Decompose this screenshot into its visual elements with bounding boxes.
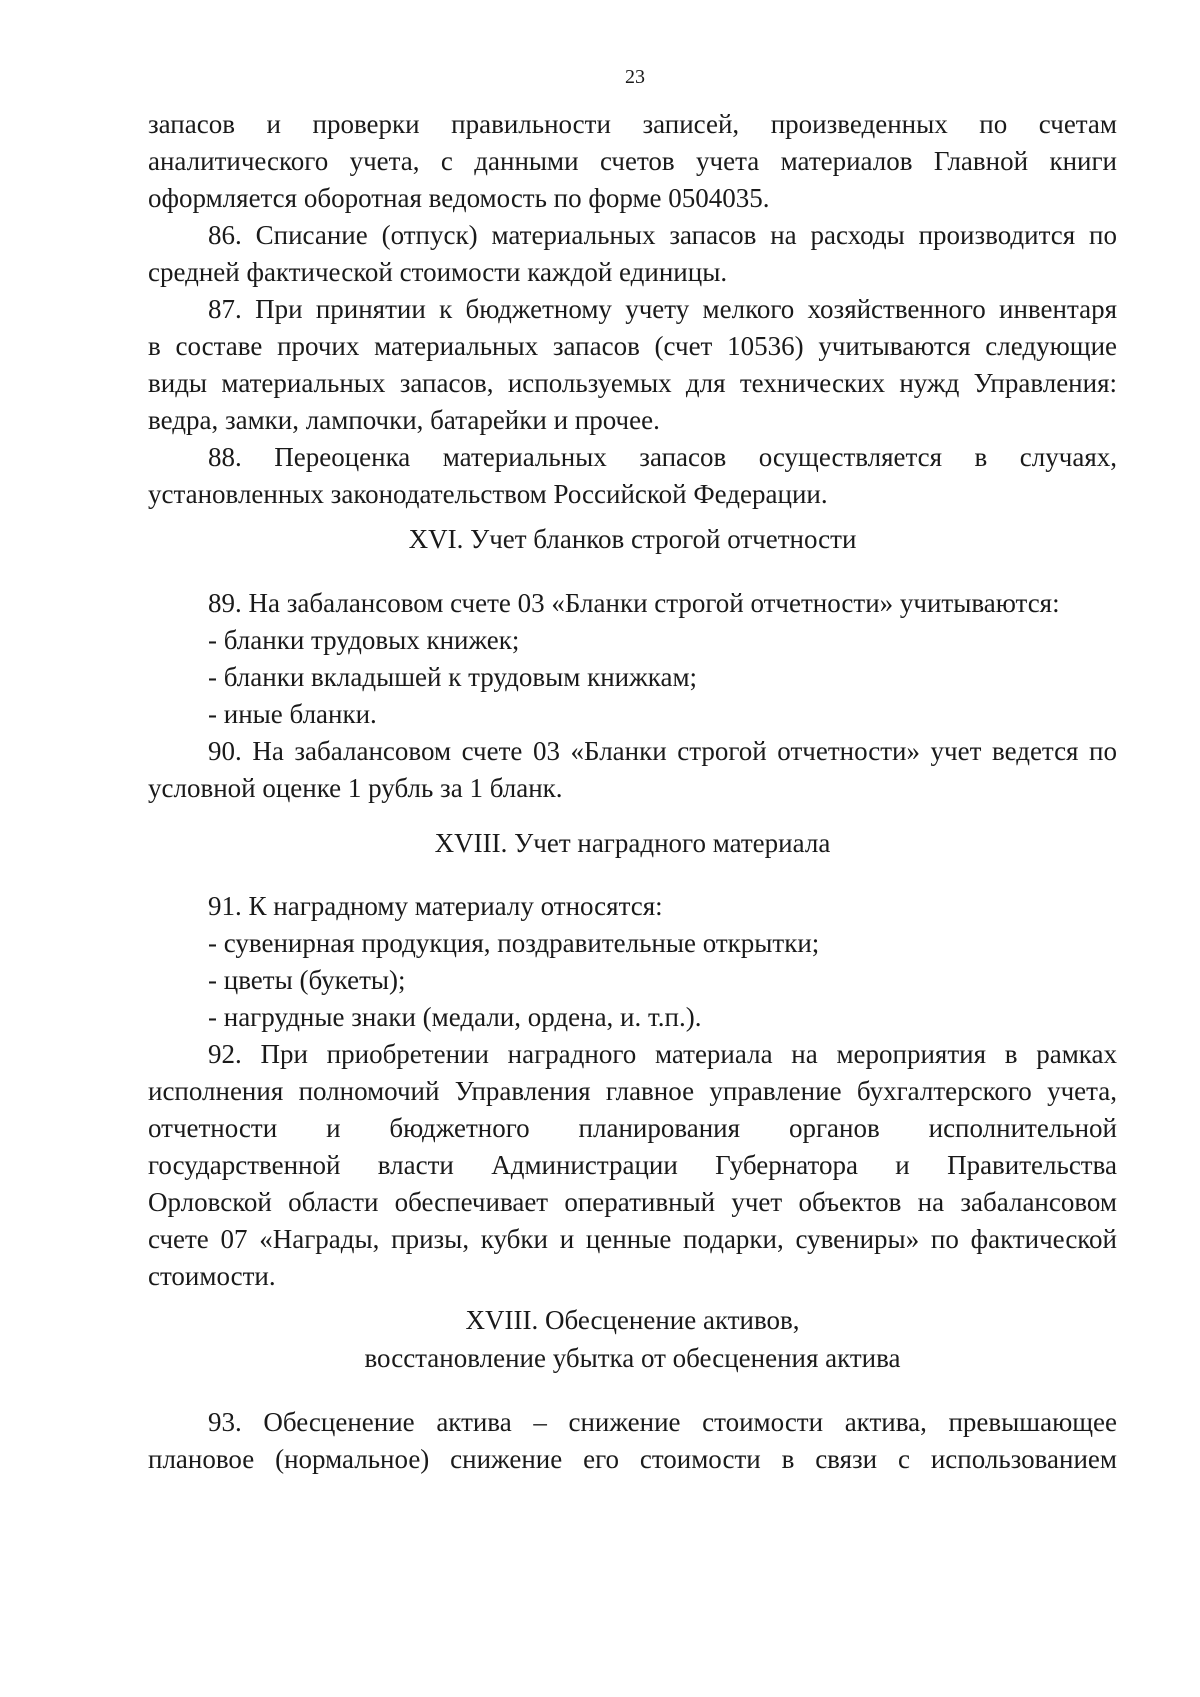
section-heading-xvi: XVI. Учет бланков строгой отчетности (408, 524, 857, 554)
list-item: - нагрудные знаки (медали, ордена, и. т.п.). (208, 1002, 702, 1032)
text-line: условной оценке 1 рубль за 1 бланк. (148, 773, 563, 803)
paragraph-block-materials (148, 106, 1117, 513)
section-heading-xviii-line2: восстановление убытка от обесценения актива (364, 1343, 901, 1373)
text-line: 92. При приобретении наградного материала на мероприятия в рамках (208, 1039, 1117, 1069)
list-item: - бланки трудовых книжек; (208, 625, 520, 655)
text-line: плановое (нормальное) снижение его стоимости в связи с использованием (148, 1444, 1117, 1474)
text-line: исполнения полномочий Управления главное управление бухгалтерского учета, (148, 1076, 1117, 1106)
text-line: 88. Переоценка материальных запасов осуществляется в случаях, (208, 442, 1117, 472)
text-line: 91. К наградному материалу относятся: (208, 891, 663, 921)
text-line: оформляется оборотная ведомость по форме 0504035. (148, 183, 770, 213)
paragraph-block-strict-forms (148, 585, 1117, 807)
text-line: установленных законодательством Российской Федерации. (148, 479, 828, 509)
text-line: в составе прочих материальных запасов (счет 10536) учитываются следующие (148, 331, 1117, 361)
list-item: - цветы (букеты); (208, 965, 406, 995)
text-line: счете 07 «Награды, призы, кубки и ценные подарки, сувениры» по фактической (148, 1224, 1117, 1254)
text-line: аналитического учета, с данными счетов учета материалов Главной книги (148, 146, 1117, 176)
text-line: ведра, замки, лампочки, батарейки и прочее. (148, 405, 660, 435)
text-line: стоимости. (148, 1261, 276, 1291)
section-heading-xviii-line1: XVIII. Обесценение активов, (465, 1305, 800, 1335)
text-line: виды материальных запасов, используемых для технических нужд Управления: (148, 368, 1117, 398)
list-item: - иные бланки. (208, 699, 377, 729)
page-number: 23 (625, 66, 645, 88)
text-line: запасов и проверки правильности записей, произведенных по счетам (148, 109, 1117, 139)
section-heading-xvii: XVIII. Учет наградного материала (434, 828, 831, 858)
text-line: Орловской области обеспечивает оперативный учет объектов на забалансовом (148, 1187, 1117, 1217)
paragraph-block-award-materials (148, 888, 1117, 1295)
text-line: 86. Списание (отпуск) материальных запасов на расходы производится по (208, 220, 1117, 250)
text-line: 93. Обесценение актива – снижение стоимости актива, превышающее (208, 1407, 1117, 1437)
list-item: - сувенирная продукция, поздравительные открытки; (208, 928, 820, 958)
list-item: - бланки вкладышей к трудовым книжкам; (208, 662, 698, 692)
text-line: 89. На забалансовом счете 03 «Бланки строгой отчетности» учитываются: (208, 588, 1060, 618)
text-line: отчетности и бюджетного планирования органов исполнительной (148, 1113, 1117, 1143)
paragraph-block-impairment (148, 1404, 1117, 1478)
text-line: 87. При принятии к бюджетному учету мелкого хозяйственного инвентаря (208, 294, 1117, 324)
text-line: государственной власти Администрации Губернатора и Правительства (148, 1150, 1117, 1180)
text-line: 90. На забалансовом счете 03 «Бланки строгой отчетности» учет ведется по (208, 736, 1117, 766)
text-line: средней фактической стоимости каждой единицы. (148, 257, 728, 287)
